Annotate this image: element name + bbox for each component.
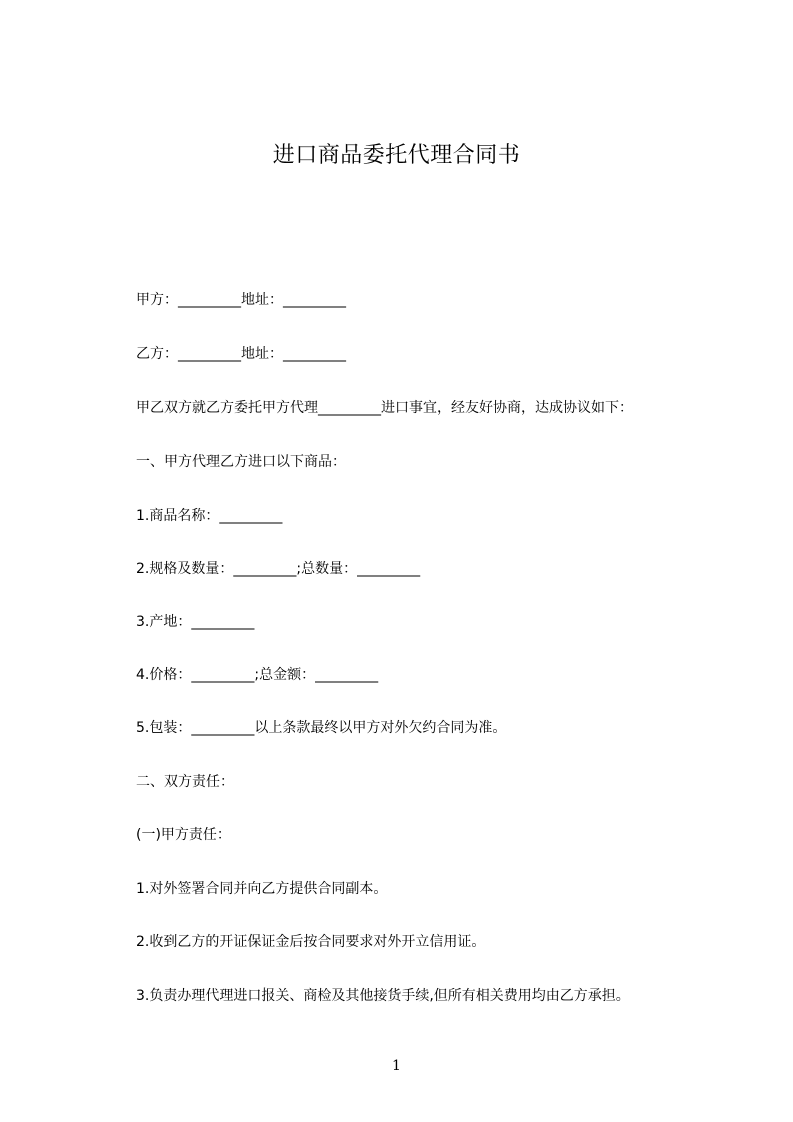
clause-packaging: 5.包装：_________以上条款最终以甲方对外欠约合同为准。 — [136, 720, 507, 736]
document-title: 进口商品委托代理合同书 — [272, 143, 521, 168]
duty-item-3: 3.负责办理代理进口报关、商检及其他接货手续,但所有相关费用均由乙方承担。 — [136, 988, 630, 1004]
party-a-duties-heading: (一)甲方责任： — [136, 827, 231, 843]
clause-product-name: 1.商品名称：_________ — [136, 508, 283, 524]
section-2-heading: 二、双方责任： — [136, 774, 234, 790]
preamble-paragraph: 甲乙双方就乙方委托甲方代理_________进口事宜，经友好协商，达成协议如下： — [136, 400, 633, 416]
clause-price: 4.价格：_________;总金额：_________ — [136, 667, 379, 683]
section-1-heading: 一、甲方代理乙方进口以下商品： — [136, 454, 346, 470]
party-a-line: 甲方：_________地址：_________ — [136, 292, 346, 308]
clause-spec-quantity: 2.规格及数量：_________;总数量：_________ — [136, 561, 421, 577]
duty-item-2: 2.收到乙方的开证保证金后按合同要求对外开立信用证。 — [136, 934, 486, 950]
duty-item-1: 1.对外签署合同并向乙方提供合同副本。 — [136, 881, 388, 897]
clause-origin: 3.产地：_________ — [136, 614, 255, 630]
page-number: 1 — [392, 1058, 401, 1074]
party-b-line: 乙方：_________地址：_________ — [136, 346, 346, 362]
